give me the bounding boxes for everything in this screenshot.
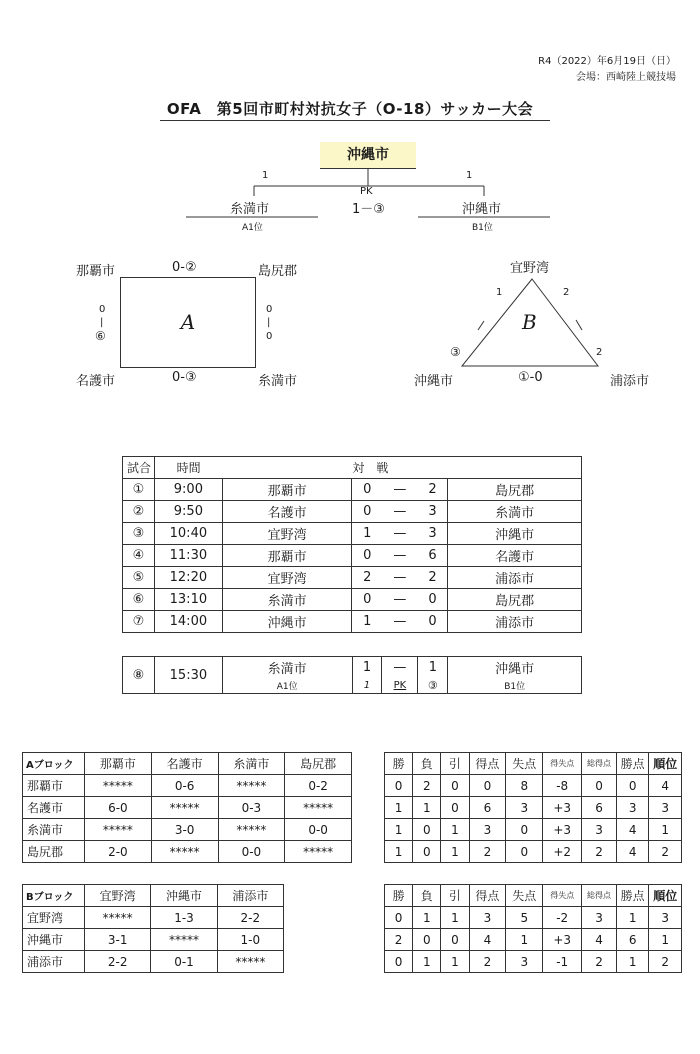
match-number: ② <box>123 501 155 523</box>
block-a-bottom-left-team: 名護市 <box>76 374 116 389</box>
stat-cell: 1 <box>441 907 469 929</box>
stat-cell: 1 <box>413 797 441 819</box>
match-away-score: 0 <box>418 611 448 633</box>
column-header: 勝 <box>385 753 413 775</box>
result-cell: 2-2 <box>217 907 283 929</box>
stat-cell: +3 <box>543 929 582 951</box>
column-header: 浦添市 <box>217 885 283 907</box>
result-cell: ***** <box>151 929 217 951</box>
stat-cell: 1 <box>385 819 413 841</box>
block-a-label: A <box>180 310 196 334</box>
table-header-row <box>23 753 352 775</box>
row-team: 那覇市 <box>23 775 85 797</box>
result-cell: 0-1 <box>151 951 217 973</box>
match-dash: — <box>382 567 418 589</box>
stat-cell: 0 <box>385 907 413 929</box>
result-cell: ***** <box>85 819 152 841</box>
table-row <box>23 775 352 797</box>
stat-cell: 2 <box>649 841 682 863</box>
match-home-score: 0 <box>352 479 382 501</box>
result-cell: 1-0 <box>217 929 283 951</box>
final-match-away-team: 沖縄市 <box>448 657 582 678</box>
table-row <box>123 567 582 589</box>
block-a-results-grid <box>22 752 352 863</box>
stat-cell: 1 <box>649 819 682 841</box>
stat-cell: 1 <box>441 819 469 841</box>
match-time: 10:40 <box>154 523 222 545</box>
stat-cell: -1 <box>543 951 582 973</box>
stat-cell: 4 <box>616 841 649 863</box>
final-left-score: 1 <box>262 170 269 181</box>
match-away-team: 島尻郡 <box>448 479 582 501</box>
stat-cell: 1 <box>413 907 441 929</box>
block-a-bottom-score: 0-③ <box>172 370 197 385</box>
result-cell: 2-2 <box>85 951 151 973</box>
column-header: 宜野湾 <box>85 885 151 907</box>
table-row <box>23 907 284 929</box>
table-row <box>385 907 682 929</box>
match-dash: — <box>382 589 418 611</box>
stat-cell: 1 <box>506 929 543 951</box>
stat-cell: 0 <box>385 775 413 797</box>
match-number: ③ <box>123 523 155 545</box>
result-cell: 0-0 <box>285 819 352 841</box>
row-team: 名護市 <box>23 797 85 819</box>
stat-cell: +3 <box>543 819 582 841</box>
column-header: 沖縄市 <box>151 885 217 907</box>
final-match-number: ⑧ <box>123 657 155 694</box>
result-cell: 3-1 <box>85 929 151 951</box>
table-row <box>23 819 352 841</box>
stat-cell: 3 <box>649 907 682 929</box>
final-match-home-team: 糸満市 <box>222 657 352 678</box>
result-cell: ***** <box>217 951 283 973</box>
block-b-bottom-left-team: 沖縄市 <box>414 374 454 389</box>
block-b-right-edge-score: 2 <box>563 287 570 298</box>
match-away-team: 糸満市 <box>448 501 582 523</box>
column-header: 得失点 <box>543 753 582 775</box>
stat-cell: -8 <box>543 775 582 797</box>
match-away-team: 名護市 <box>448 545 582 567</box>
schedule-header-time: 時間 <box>154 457 222 479</box>
stat-cell: 3 <box>506 951 543 973</box>
final-left-team: 糸満市 <box>230 202 270 217</box>
match-away-score: 6 <box>418 545 448 567</box>
table-row <box>123 501 582 523</box>
result-cell: ***** <box>285 797 352 819</box>
table-row <box>23 797 352 819</box>
stat-cell: 2 <box>649 951 682 973</box>
final-match-home-score: 1 <box>352 657 382 678</box>
stat-cell: 4 <box>582 929 617 951</box>
table-row <box>385 797 682 819</box>
result-cell: ***** <box>285 841 352 863</box>
match-time: 9:00 <box>154 479 222 501</box>
schedule-table <box>122 456 582 633</box>
event-date: R4（2022）年6月19日（日） <box>538 56 676 67</box>
table-row <box>385 929 682 951</box>
match-home-team: 名護市 <box>222 501 352 523</box>
stat-cell: 2 <box>385 929 413 951</box>
row-team: 島尻郡 <box>23 841 85 863</box>
match-number: ① <box>123 479 155 501</box>
stat-cell: 3 <box>616 797 649 819</box>
row-team: 浦添市 <box>23 951 85 973</box>
final-match-row <box>123 657 582 678</box>
table-row <box>123 545 582 567</box>
column-header: 勝点 <box>616 753 649 775</box>
schedule-header-vs: 対 戦 <box>222 457 581 479</box>
column-header: 得点 <box>469 885 506 907</box>
match-time: 13:10 <box>154 589 222 611</box>
block-a-right-bottom: 0 <box>266 331 273 342</box>
match-dash: — <box>382 479 418 501</box>
match-home-score: 1 <box>352 523 382 545</box>
stat-cell: 0 <box>413 929 441 951</box>
stat-cell: 0 <box>441 775 469 797</box>
stat-cell: 0 <box>616 775 649 797</box>
match-home-team: 糸満市 <box>222 589 352 611</box>
table-row <box>123 589 582 611</box>
stat-cell: 1 <box>385 841 413 863</box>
stat-cell: 3 <box>582 819 617 841</box>
event-venue: 会場：西崎陸上競技場 <box>576 72 676 83</box>
stat-cell: -2 <box>543 907 582 929</box>
stat-cell: 1 <box>616 907 649 929</box>
match-home-team: 那覇市 <box>222 545 352 567</box>
match-number: ⑥ <box>123 589 155 611</box>
match-dash: — <box>382 611 418 633</box>
table-row <box>385 951 682 973</box>
schedule-header-match: 試合 <box>123 457 155 479</box>
block-b-label: B <box>522 310 537 334</box>
match-away-score: 3 <box>418 523 448 545</box>
block-a-top-right-team: 島尻郡 <box>258 264 298 279</box>
block-b-bottom-right-corner: 2 <box>596 347 603 358</box>
match-away-score: 0 <box>418 589 448 611</box>
final-match-time: 15:30 <box>154 657 222 694</box>
result-cell: ***** <box>218 775 285 797</box>
schedule-header-row <box>123 457 582 479</box>
column-header: 順位 <box>649 885 682 907</box>
match-number: ④ <box>123 545 155 567</box>
result-cell: 2-0 <box>85 841 152 863</box>
match-time: 11:30 <box>154 545 222 567</box>
block-b-left-edge-score: 1 <box>496 287 503 298</box>
final-right-score: 1 <box>466 170 473 181</box>
row-team: 沖縄市 <box>23 929 85 951</box>
match-number: ⑦ <box>123 611 155 633</box>
stat-cell: 0 <box>582 775 617 797</box>
row-team: 宜野湾 <box>23 907 85 929</box>
final-match-pk-away: ③ <box>418 677 448 694</box>
result-cell: ***** <box>151 841 218 863</box>
match-home-team: 宜野湾 <box>222 523 352 545</box>
match-home-score: 0 <box>352 545 382 567</box>
stat-cell: 0 <box>469 775 506 797</box>
result-cell: 3-0 <box>151 819 218 841</box>
final-match-home-rank: A1位 <box>222 677 352 694</box>
table-row <box>123 523 582 545</box>
result-cell: 0-6 <box>151 775 218 797</box>
column-header: 那覇市 <box>85 753 152 775</box>
match-home-score: 2 <box>352 567 382 589</box>
stat-cell: 5 <box>506 907 543 929</box>
table-row <box>123 479 582 501</box>
final-bracket-lines <box>0 0 700 240</box>
stat-cell: 2 <box>469 951 506 973</box>
column-header: 得点 <box>469 753 506 775</box>
final-pk-label: PK <box>360 186 373 197</box>
stat-cell: 2 <box>582 951 617 973</box>
result-cell: 6-0 <box>85 797 152 819</box>
table-header-row <box>385 885 682 907</box>
stat-cell: 1 <box>616 951 649 973</box>
stat-cell: 4 <box>649 775 682 797</box>
match-home-team: 宜野湾 <box>222 567 352 589</box>
block-b-bottom-right-team: 浦添市 <box>610 374 650 389</box>
final-match-away-rank: B1位 <box>448 677 582 694</box>
table-header-row <box>23 885 284 907</box>
stat-cell: 3 <box>506 797 543 819</box>
final-right-team: 沖縄市 <box>462 202 502 217</box>
final-match-table <box>122 656 582 694</box>
block-a-top-left-team: 那覇市 <box>76 264 116 279</box>
final-match-away-score: 1 <box>418 657 448 678</box>
stat-cell: 3 <box>469 907 506 929</box>
block-b-corner: Bブロック <box>23 885 85 907</box>
table-row <box>385 775 682 797</box>
stat-cell: 4 <box>616 819 649 841</box>
final-left-rank: A1位 <box>242 223 263 233</box>
block-a-corner: Aブロック <box>23 753 85 775</box>
block-b-stats-table <box>384 884 682 973</box>
stat-cell: 0 <box>441 797 469 819</box>
column-header: 総得点 <box>582 753 617 775</box>
stat-cell: 8 <box>506 775 543 797</box>
match-home-score: 1 <box>352 611 382 633</box>
table-header-row <box>385 753 682 775</box>
column-header: 引 <box>441 753 469 775</box>
match-home-team: 沖縄市 <box>222 611 352 633</box>
match-away-team: 浦添市 <box>448 567 582 589</box>
stat-cell: 1 <box>413 951 441 973</box>
block-b-bottom-left-corner: ③ <box>450 345 461 359</box>
block-a-left-bottom: ⑥ <box>95 329 106 343</box>
stat-cell: 6 <box>582 797 617 819</box>
match-dash: — <box>382 545 418 567</box>
stat-cell: 3 <box>649 797 682 819</box>
column-header: 総得点 <box>582 885 617 907</box>
block-a-bottom-right-team: 糸満市 <box>258 374 298 389</box>
stat-cell: 4 <box>469 929 506 951</box>
table-row <box>385 841 682 863</box>
block-a-top-score: 0-② <box>172 260 197 275</box>
result-cell: ***** <box>85 907 151 929</box>
column-header: 負 <box>413 885 441 907</box>
final-match-pk-label: PK <box>382 677 418 694</box>
match-dash: — <box>382 523 418 545</box>
table-row <box>385 819 682 841</box>
match-time: 9:50 <box>154 501 222 523</box>
stat-cell: 0 <box>441 929 469 951</box>
block-a-left-top: 0 <box>99 304 106 315</box>
match-away-team: 浦添市 <box>448 611 582 633</box>
column-header: 負 <box>413 753 441 775</box>
match-away-score: 2 <box>418 567 448 589</box>
stat-cell: 0 <box>506 841 543 863</box>
column-header: 糸満市 <box>218 753 285 775</box>
match-away-team: 沖縄市 <box>448 523 582 545</box>
block-a-right-sep: | <box>267 317 271 328</box>
column-header: 失点 <box>506 885 543 907</box>
block-b-triangle <box>400 270 640 380</box>
stat-cell: 6 <box>616 929 649 951</box>
result-cell: ***** <box>85 775 152 797</box>
column-header: 順位 <box>649 753 682 775</box>
stat-cell: 0 <box>385 951 413 973</box>
stat-cell: 2 <box>582 841 617 863</box>
row-team: 糸満市 <box>23 819 85 841</box>
table-row <box>23 929 284 951</box>
block-b-bottom-score: ①-0 <box>518 370 543 385</box>
block-b-results-grid <box>22 884 284 973</box>
column-header: 失点 <box>506 753 543 775</box>
match-away-score: 3 <box>418 501 448 523</box>
stat-cell: +3 <box>543 797 582 819</box>
column-header: 島尻郡 <box>285 753 352 775</box>
match-dash: — <box>382 501 418 523</box>
result-cell: 0-2 <box>285 775 352 797</box>
column-header: 勝 <box>385 885 413 907</box>
column-header: 得失点 <box>543 885 582 907</box>
stat-cell: 1 <box>385 797 413 819</box>
block-a-left-sep: | <box>100 317 104 328</box>
match-home-score: 0 <box>352 501 382 523</box>
column-header: 勝点 <box>616 885 649 907</box>
stat-cell: 3 <box>582 907 617 929</box>
final-right-rank: B1位 <box>472 223 493 233</box>
table-row <box>123 611 582 633</box>
result-cell: 1-3 <box>151 907 217 929</box>
stat-cell: 2 <box>469 841 506 863</box>
stat-cell: 0 <box>506 819 543 841</box>
page-title: OFA 第5回市町村対抗女子（O-18）サッカー大会 <box>166 100 534 118</box>
stat-cell: 0 <box>413 819 441 841</box>
stat-cell: 6 <box>469 797 506 819</box>
stat-cell: 3 <box>469 819 506 841</box>
result-cell: ***** <box>151 797 218 819</box>
champion-box: 沖縄市 <box>320 142 416 169</box>
block-a-right-top: 0 <box>266 304 273 315</box>
result-cell: ***** <box>218 819 285 841</box>
match-number: ⑤ <box>123 567 155 589</box>
column-header: 引 <box>441 885 469 907</box>
column-header: 名護市 <box>151 753 218 775</box>
final-match-dash: — <box>382 657 418 678</box>
stat-cell: +2 <box>543 841 582 863</box>
table-row <box>23 841 352 863</box>
result-cell: 0-0 <box>218 841 285 863</box>
stat-cell: 2 <box>413 775 441 797</box>
block-b-top-team: 宜野湾 <box>510 261 550 276</box>
result-cell: 0-3 <box>218 797 285 819</box>
final-match-pk-home: 1 <box>352 677 382 694</box>
table-row <box>23 951 284 973</box>
block-a-stats-table <box>384 752 682 863</box>
final-pk-score: 1－③ <box>352 202 385 217</box>
stat-cell: 0 <box>413 841 441 863</box>
stat-cell: 1 <box>441 951 469 973</box>
match-away-score: 2 <box>418 479 448 501</box>
stat-cell: 1 <box>649 929 682 951</box>
match-time: 12:20 <box>154 567 222 589</box>
stat-cell: 1 <box>441 841 469 863</box>
match-home-score: 0 <box>352 589 382 611</box>
match-home-team: 那覇市 <box>222 479 352 501</box>
match-time: 14:00 <box>154 611 222 633</box>
match-away-team: 島尻郡 <box>448 589 582 611</box>
